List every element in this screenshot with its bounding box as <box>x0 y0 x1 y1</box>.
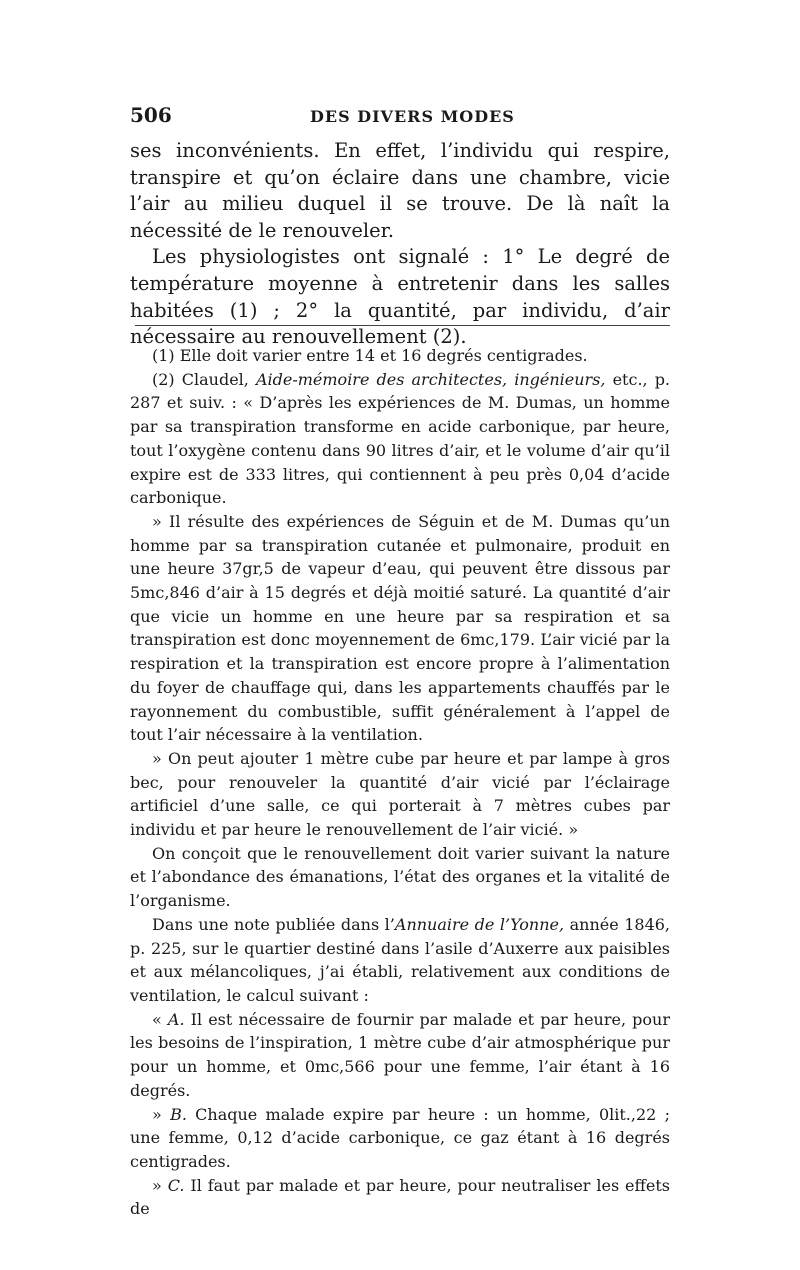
footnote-2-paragraph-2: » Il résulte des expériences de Séguin et de M. Dumas qu’un homme par sa transpiration cutanée et pulmonaire, produit en une heure 37gr,5 de vapeur d’eau, qui peuvent être dissous par 5mc,846 d’air à 15 degrés et déjà moitié saturé. La quantité d’air que vicie un homme en une heure par sa respiration et sa transpiration est donc moyennement de 6mc,179. L’air vicié par la respiration et la transpiration est encore propre à l’alimentation du foyer de chauffage qui, dans les appartements chauffés par le rayonnement du combustible, suffit généralement à l’appel de tout l’air nécessaire à la ventilation. <box>130 511 670 745</box>
item-a-text: Il est nécessaire de fournir par malade et par heure, pour les besoins de l’inspiration, 1 mètre cube d’air atmosphérique pur pour un homme, et 0mc,566 pour une femme, l’air étant à 16 degrés. <box>130 1009 671 1100</box>
item-c-text: Il faut par malade et par heure, pour neutraliser les effets de <box>130 1175 671 1219</box>
item-c-mark: » <box>152 1175 168 1195</box>
item-b-text: Chaque malade expire par heure : un homme, 0lit.,22 ; une femme, 0,12 d’acide carbonique, ce gaz étant à 16 degrés centigrades. <box>130 1104 671 1171</box>
running-title: DES DIVERS MODES <box>310 107 515 126</box>
page-header <box>130 103 670 129</box>
main-text <box>130 138 670 351</box>
footnote-1: (1) Elle doit varier entre 14 et 16 degrés centigrades. <box>152 346 588 365</box>
item-b-mark: » <box>152 1104 171 1124</box>
paragraph-1: ses inconvénients. En effet, l’individu qui respire, transpire et qu’on éclaire dans une chambre, vicie l’air au milieu duquel il se trouve. De là naît la nécessité de le renouveler. <box>130 139 670 242</box>
item-c-letter: C. <box>167 1175 185 1195</box>
item-c <box>130 1174 670 1221</box>
footnote-separator <box>135 325 670 326</box>
item-a-letter: A. <box>167 1009 185 1029</box>
page-number: 506 <box>130 103 172 127</box>
footnote-2-paragraph-4: On conçoit que le renouvellement doit varier suivant la nature et l’abondance des émanations, l’état des organes et la vitalité de l’organisme. <box>130 843 670 911</box>
paragraph-5-text: année 1846, p. 225, sur le quartier destiné dans l’asile d’Auxerre aux paisibles et aux mélancoliques, j’ai établi, relativement aux conditions de ventilation, le calcul suivant : <box>130 914 671 1005</box>
paragraph-5-prefix: Dans une note publiée dans l’ <box>152 914 395 934</box>
footnote-2-text: etc., p. 287 et suiv. : « D’après les expériences de M. Dumas, un homme par sa transpiration transforme en acide carbonique, par heure, tout l’oxygène contenu dans 90 litres d’air, et le volume d’air qu’il expire est de 333 litres, qui contiennent à peu près 0,04 d’acide carbonique. <box>130 369 671 508</box>
footnote-2-prefix: (2) Claudel, <box>152 369 256 389</box>
paragraph-2: Les physiologistes ont signalé : 1° Le degré de température moyenne à entretenir dans les salles habitées (1) ; 2° la quantité, par individu, d’air nécessaire au renouvellement (2). <box>130 245 670 349</box>
footnote-2-paragraph-5 <box>130 913 670 1008</box>
footnote-2-title: Aide-mémoire des architectes, ingénieurs, <box>255 369 606 389</box>
annuaire-title: Annuaire de l’Yonne, <box>394 914 565 934</box>
footnotes <box>130 344 670 1221</box>
item-a-mark: « <box>152 1009 168 1029</box>
item-b-letter: B. <box>170 1104 187 1124</box>
item-b <box>130 1103 670 1174</box>
item-a <box>130 1008 670 1103</box>
footnote-2-paragraph-3: » On peut ajouter 1 mètre cube par heure et par lampe à gros bec, pour renouveler la quantité d’air vicié par l’éclairage artificiel d’une salle, ce qui porterait à 7 mètres cubes par individu et par heure le renouvellement de l’air vicié. » <box>130 748 670 840</box>
footnote-2 <box>130 368 670 510</box>
